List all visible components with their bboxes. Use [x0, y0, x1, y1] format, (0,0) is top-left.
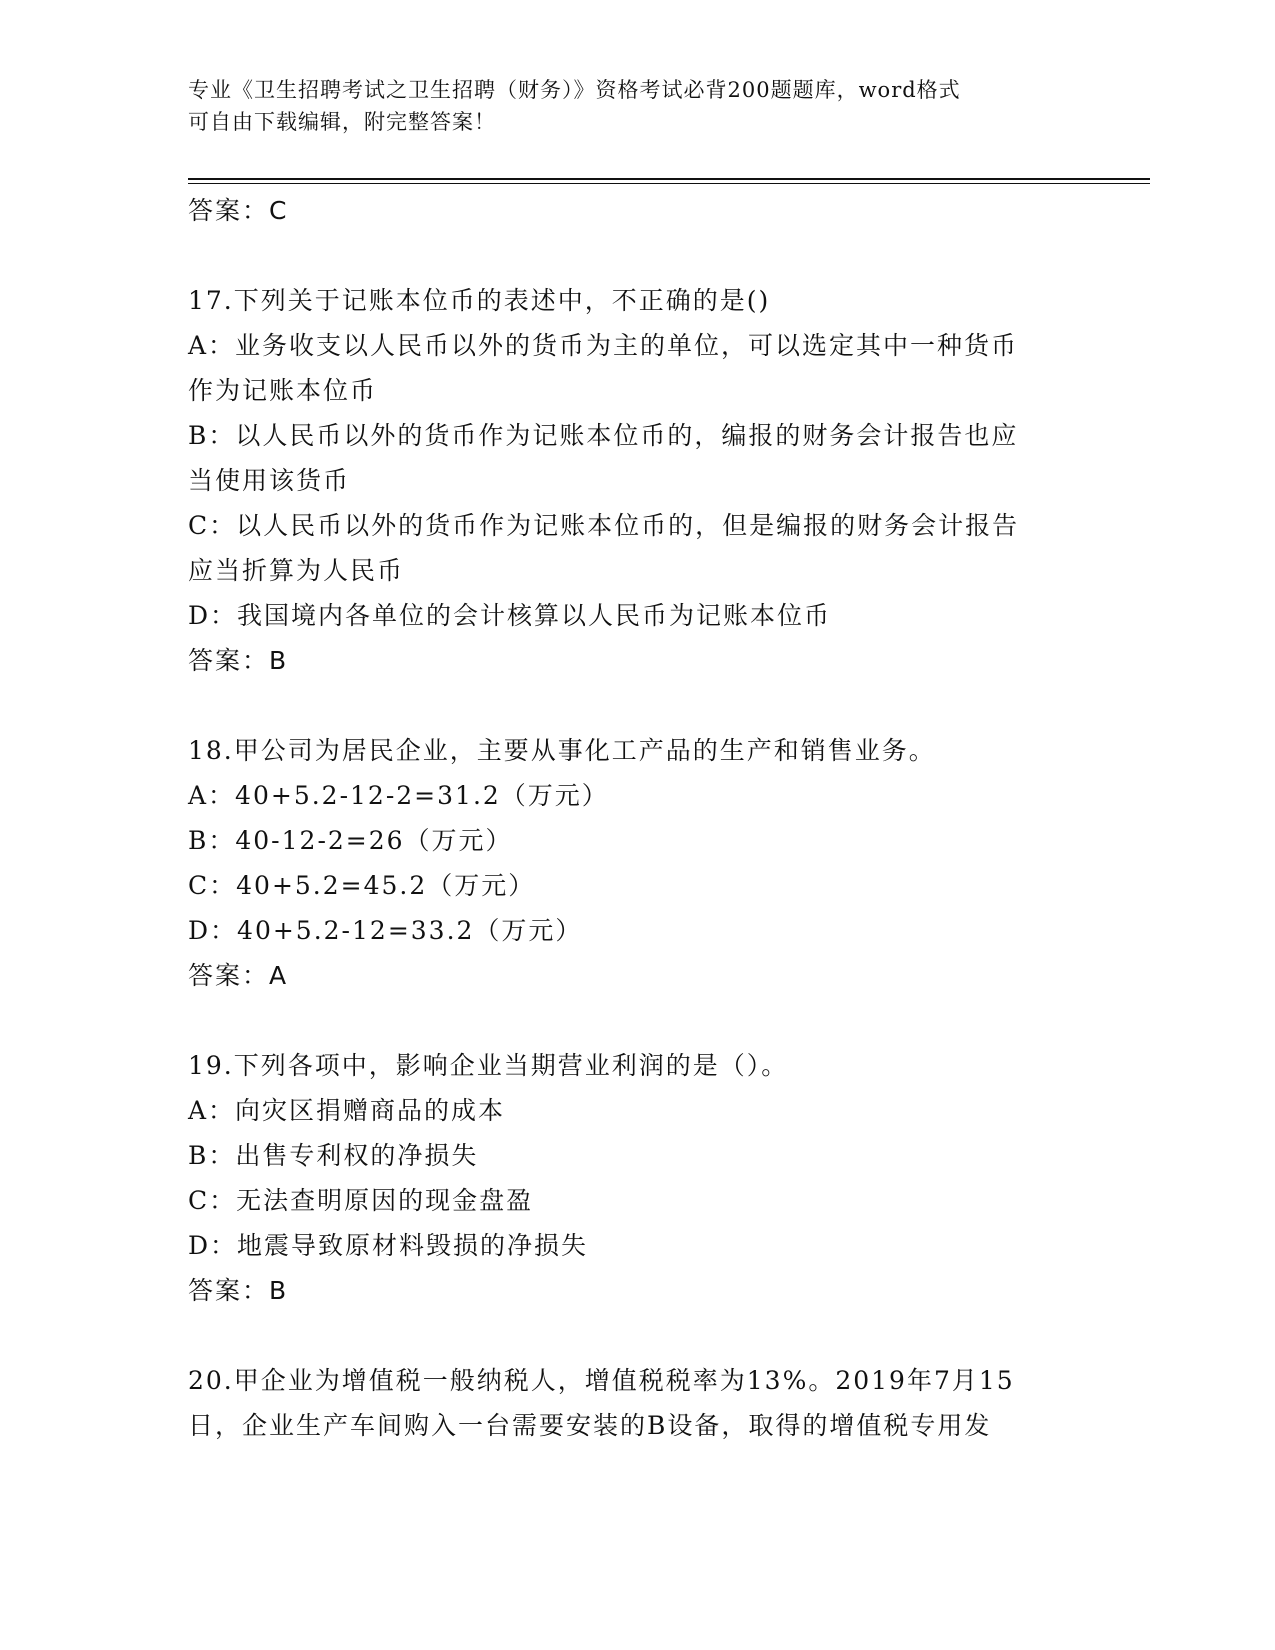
option-c-cont: 应当折算为人民币: [188, 556, 405, 585]
question-text: 18.甲公司为居民企业，主要从事化工产品的生产和销售业务。: [188, 736, 936, 765]
question-20: [188, 1358, 1088, 1448]
answer: 答案：B: [188, 1276, 289, 1305]
option-a: A：向灾区捐赠商品的成本: [188, 1096, 506, 1125]
option-a: A：40+5.2-12-2=31.2（万元）: [188, 781, 609, 810]
option-a: A：业务收支以人民币以外的货币为主的单位，可以选定其中一种货币: [188, 331, 1019, 360]
answer: 答案：B: [188, 646, 289, 675]
option-d: D：40+5.2-12=33.2（万元）: [188, 916, 583, 945]
option-d: D：我国境内各单位的会计核算以人民币为记账本位币: [188, 601, 832, 630]
header-divider-thin: [188, 183, 1150, 184]
question-17: [188, 278, 1088, 683]
option-a-cont: 作为记账本位币: [188, 376, 378, 405]
header-line-2: 可自由下载编辑，附完整答案！: [188, 110, 496, 134]
question-text: 20.甲企业为增值税一般纳税人，增值税税率为13%。2019年7月15: [188, 1366, 1015, 1395]
answer-prev: 答案：C: [188, 196, 289, 225]
question-text: 17.下列关于记账本位币的表述中，不正确的是(): [188, 286, 771, 315]
option-b: B：40-12-2=26（万元）: [188, 826, 513, 855]
option-b: B：出售专利权的净损失: [188, 1141, 479, 1170]
page-header: [188, 74, 1068, 138]
question-text: 19.下列各项中，影响企业当期营业利润的是（）。: [188, 1051, 789, 1080]
question-19: [188, 1043, 1088, 1313]
question-text-cont: 日，企业生产车间购入一台需要安装的B设备，取得的增值税专用发: [188, 1411, 992, 1440]
option-c: C：以人民币以外的货币作为记账本位币的，但是编报的财务会计报告: [188, 511, 1020, 540]
option-c: C：无法查明原因的现金盘盈: [188, 1186, 534, 1215]
header-line-1: 专业《卫生招聘考试之卫生招聘（财务）》资格考试必背200题题库，word格式: [188, 78, 961, 102]
header-divider: [188, 178, 1150, 180]
question-18: [188, 728, 1088, 998]
option-b-cont: 当使用该货币: [188, 466, 351, 495]
answer: 答案：A: [188, 961, 289, 990]
option-d: D：地震导致原材料毁损的净损失: [188, 1231, 589, 1260]
option-c: C：40+5.2=45.2（万元）: [188, 871, 536, 900]
option-b: B：以人民币以外的货币作为记账本位币的，编报的财务会计报告也应: [188, 421, 1019, 450]
question-list: [188, 188, 1088, 1448]
